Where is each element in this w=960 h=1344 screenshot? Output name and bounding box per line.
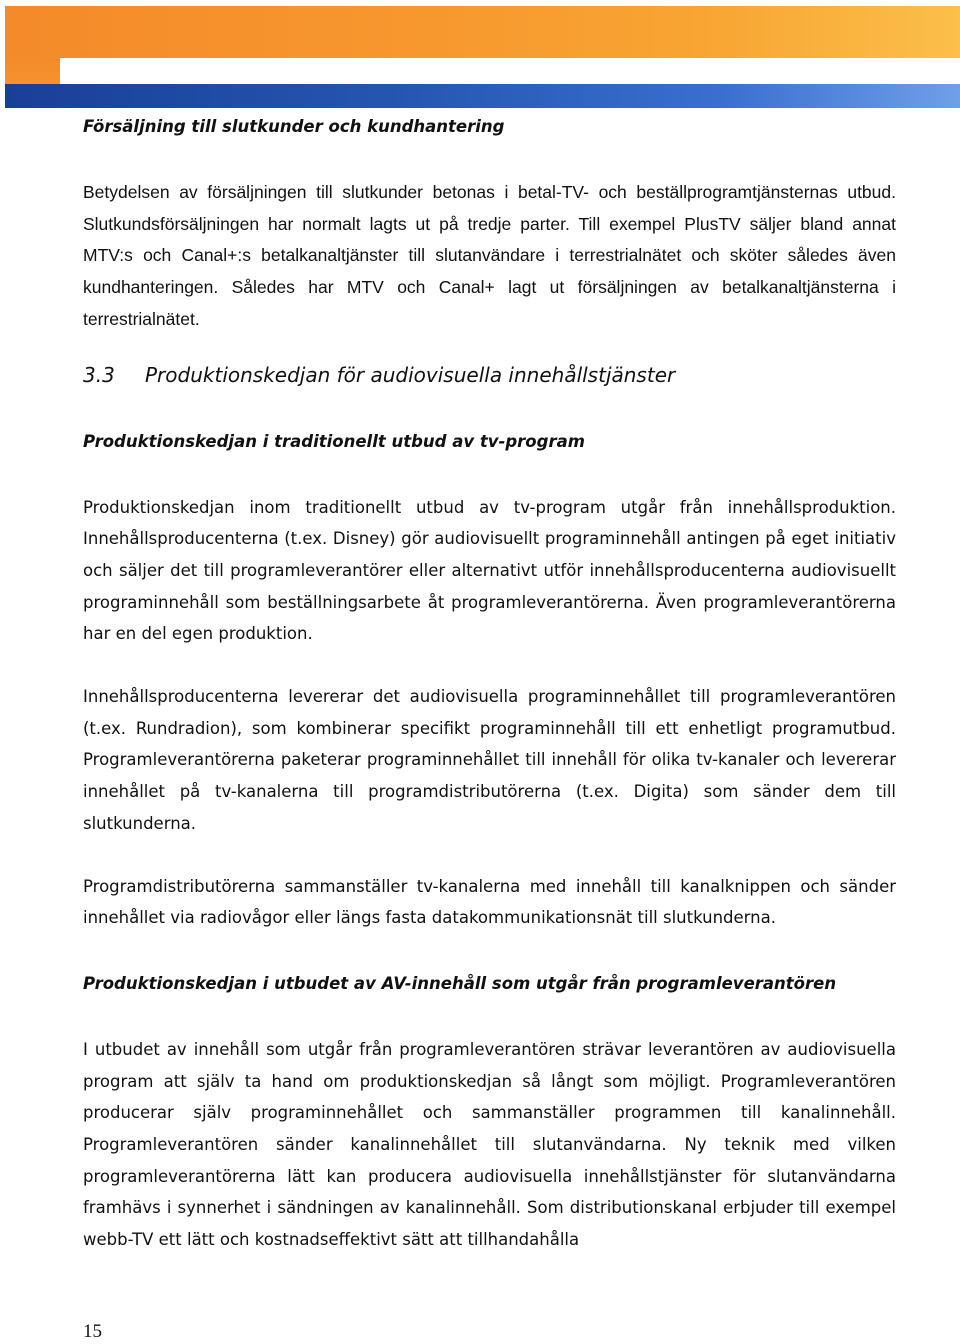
page-number: 15 [83, 1321, 102, 1342]
section-number: 3.3 [83, 362, 115, 387]
subheading-provider: Produktionskedjan i utbudet av AV-innehåll som utgår från programleverantören [83, 973, 837, 993]
header-orange-bar [5, 6, 960, 58]
header-orange-notch [5, 58, 60, 84]
section-heading-sales: Försäljning till slutkunder och kundhantering [83, 117, 505, 136]
header-blue-bar [5, 84, 960, 108]
header-banner [0, 0, 960, 110]
paragraph-sales: Betydelsen av försäljningen till slutkunder betonas i betal-TV- och beställprogramtjänsternas utbud. Slutkundsförsäljningen har normalt lagts ut på tredje parter. Till exempel PlusTV säljer bland annat MTV:s och Canal+:s betalkanaltjänster till slutanvändare i terrestrialnätet och sköter således även kundhanteringen. Således har MTV och Canal+ lagt ut försäljningen av betalkanaltjänsterna i terrestrialnätet. [83, 182, 896, 329]
subheading-traditional: Produktionskedjan i traditionellt utbud av tv-program [83, 431, 585, 451]
paragraph-provider: I utbudet av innehåll som utgår från programleverantören strävar leverantören av audiovisuella program att själv ta hand om produktionskedjan så långt som möjligt. Programleverantören producerar själv programinnehållet och sammanställer programmen till kanalinnehåll. Programleverantören sänder kanalinnehållet till slutanvändarna. Ny teknik med vilken programleverantörerna lätt kan producera audiovisuella innehållstjänster för slutanvändarna framhävs i synnerhet i sändningen av kanalinnehåll. Som distributionskanal erbjuder till exempel webb-TV ett lätt och kostnadseffektivt sätt att tillhandahålla [83, 1039, 896, 1250]
paragraph-traditional-1: Produktionskedjan inom traditionellt utbud av tv-program utgår från innehållsproduktion. Innehållsproducenterna (t.ex. Disney) gör audiovisuellt programinnehåll antingen på eget initiativ och säljer det till programleverantörer eller alternativt utför innehållsproducenterna audiovisuellt programinnehåll som beställningsarbete åt programleverantörerna. Även programleverantörerna har en del egen produktion. [83, 497, 896, 644]
paragraph-traditional-3: Programdistributörerna sammanställer tv-kanalerna med innehåll till kanalknippen och sänder innehållet via radiovågor eller längs fasta datakommunikationsnät till slutkunderna. [83, 876, 896, 928]
document-body [83, 113, 896, 1256]
section-title [83, 360, 896, 390]
paragraph-traditional-2: Innehållsproducenterna levererar det audiovisuella programinnehållet till programleverantören (t.ex. Rundradion), som kombinerar specifikt programinnehåll till ett enhetligt programutbud. Programleverantörerna paketerar programinnehållet till innehåll för olika tv-kanaler och levererar innehållet på tv-kanalerna till programdistributörerna (t.ex. Digita) som sänder dem till slutkunderna. [83, 687, 896, 833]
section-title-text: Produktionskedjan för audiovisuella innehållstjänster [145, 362, 676, 387]
